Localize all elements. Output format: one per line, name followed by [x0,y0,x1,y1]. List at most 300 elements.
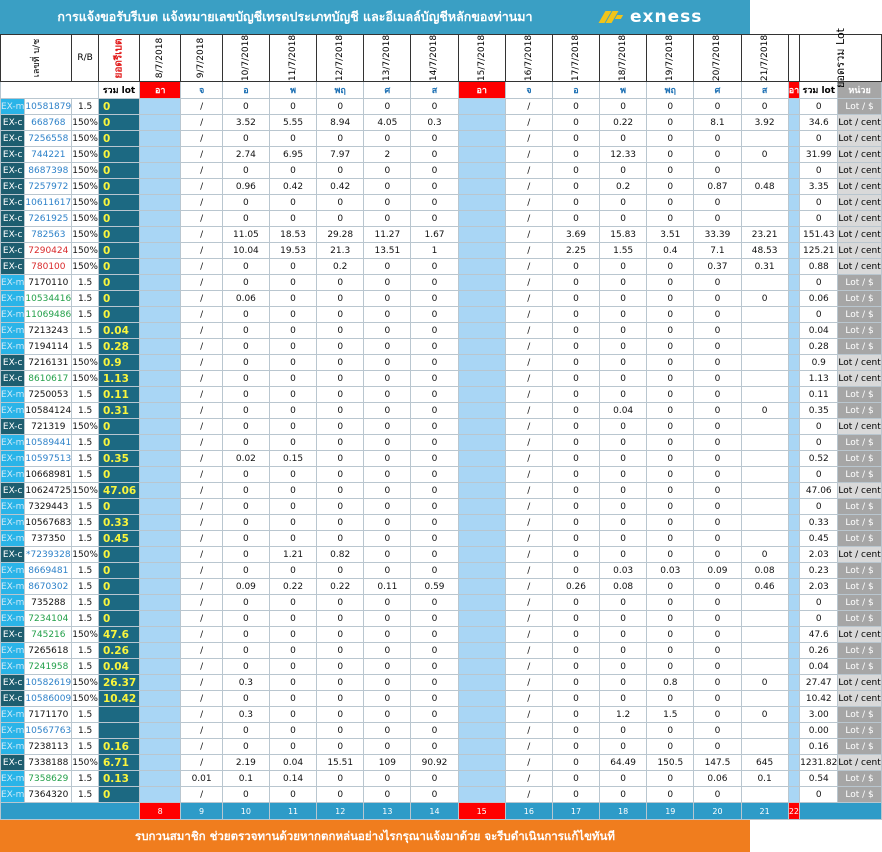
daily-lot [139,323,180,339]
daily-lot: 0 [364,659,411,675]
daily-lot: / [181,131,222,147]
daily-lot: 0 [741,675,788,691]
daily-lot [788,211,799,227]
daily-lot: / [181,547,222,563]
account-type: EX-c [1,131,25,147]
daily-lot: 0 [364,355,411,371]
rebate-lot: 1.13 [98,371,139,387]
daily-lot: 6.95 [269,147,316,163]
daily-lot [458,483,505,499]
daily-lot: 0.3 [411,115,458,131]
rb-value: 150% [72,147,99,163]
daily-lot: 11.27 [364,227,411,243]
daily-lot: 0 [317,323,364,339]
total-lot: 0.35 [800,403,838,419]
daily-lot: / [505,531,552,547]
table-row [1,595,882,611]
daily-lot: 0 [600,131,647,147]
daily-lot: 109 [364,755,411,771]
daily-lot [139,275,180,291]
daily-lot: 0 [600,163,647,179]
lot-unit: Lot / $ [838,323,881,339]
lot-unit: Lot / cent [838,691,881,707]
daily-lot: / [505,675,552,691]
account-number: 7234104 [25,611,72,627]
daily-lot: 0 [411,595,458,611]
daily-lot: 0 [552,531,599,547]
daily-lot: 0 [364,595,411,611]
daily-lot: 0 [647,419,694,435]
account-number: 11069486 [25,307,72,323]
header-rebate: ยอดรีเบต [98,35,139,82]
subheader-day: อ [552,82,599,99]
subheader-day: ส [741,82,788,99]
daily-lot: / [505,659,552,675]
daily-lot: 0 [552,771,599,787]
daily-lot: 0 [694,339,741,355]
daily-lot: 0 [364,99,411,115]
daily-lot [139,227,180,243]
daily-lot [788,611,799,627]
daily-lot [139,531,180,547]
daily-lot: 0 [317,659,364,675]
daily-lot [788,563,799,579]
account-type: EX-m [1,275,25,291]
account-type: EX-c [1,675,25,691]
rebate-lot: 0 [98,611,139,627]
lot-unit: Lot / $ [838,515,881,531]
daily-lot: 0 [694,483,741,499]
table-row [1,787,882,803]
daily-lot: 0 [364,611,411,627]
rebate-lot: 0 [98,579,139,595]
daily-lot [458,515,505,531]
daily-lot: 0 [552,307,599,323]
daily-lot [458,643,505,659]
account-number: 10567763 [25,723,72,739]
account-number: 782563 [25,227,72,243]
account-number: 10581879 [25,99,72,115]
daily-lot: 0 [647,499,694,515]
daily-lot: 0 [317,643,364,659]
rebate-lot: 0 [98,99,139,115]
account-type: EX-m [1,99,25,115]
table-row [1,147,882,163]
daily-lot [788,787,799,803]
daily-lot: 0.2 [317,259,364,275]
daily-lot: 0 [411,355,458,371]
daily-lot [458,403,505,419]
total-lot: 1.13 [800,371,838,387]
subheader-day: ศ [364,82,411,99]
header-date: 18/7/2018 [600,35,647,82]
daily-lot [788,371,799,387]
daily-lot [788,579,799,595]
daily-lot: 0 [364,163,411,179]
subheader-day: อา [458,82,505,99]
daily-lot: 0 [317,307,364,323]
lot-unit: Lot / cent [838,627,881,643]
daily-lot: / [505,691,552,707]
daily-lot: 90.92 [411,755,458,771]
daily-lot: 0.02 [222,451,269,467]
daily-lot: / [181,563,222,579]
daily-lot: 0 [411,787,458,803]
lot-unit: Lot / cent [838,259,881,275]
daily-lot: 0 [411,451,458,467]
daily-lot: 0.11 [364,579,411,595]
daily-lot: 1.21 [269,547,316,563]
daily-lot [139,675,180,691]
daily-lot: 0 [222,531,269,547]
daily-lot [139,259,180,275]
daily-lot: 8.1 [694,115,741,131]
daily-lot [788,179,799,195]
account-type: EX-m [1,499,25,515]
daily-lot [458,147,505,163]
rebate-lot: 0 [98,547,139,563]
daily-lot: 645 [741,755,788,771]
daily-lot: 0 [364,787,411,803]
daily-lot: 0 [411,691,458,707]
lot-unit: Lot / $ [838,579,881,595]
daily-lot: / [181,707,222,723]
daily-lot [741,323,788,339]
account-type: EX-c [1,627,25,643]
daily-lot: / [505,227,552,243]
rb-value: 150% [72,131,99,147]
daily-lot: 0 [647,643,694,659]
account-type: EX-m [1,387,25,403]
rebate-lot: 0.11 [98,387,139,403]
footer-day-number: 8 [139,803,180,820]
daily-lot: / [505,179,552,195]
daily-lot [741,787,788,803]
daily-lot [139,611,180,627]
account-number: 735288 [25,595,72,611]
daily-lot: 0 [647,179,694,195]
daily-lot [139,755,180,771]
daily-lot: 0 [647,275,694,291]
daily-lot: 0 [222,307,269,323]
daily-lot: 0.04 [269,755,316,771]
daily-lot: 0 [600,611,647,627]
rb-value: 150% [72,227,99,243]
daily-lot [741,723,788,739]
footer-blank [1,803,140,820]
daily-lot: 0.26 [552,579,599,595]
daily-lot: 0 [269,131,316,147]
daily-lot: 0.31 [741,259,788,275]
total-lot: 0.52 [800,451,838,467]
table-row [1,547,882,563]
daily-lot: 0 [317,99,364,115]
lot-unit: Lot / $ [838,435,881,451]
daily-lot: / [505,611,552,627]
daily-lot [788,387,799,403]
subheader-day: อา [139,82,180,99]
daily-lot: 0 [317,163,364,179]
daily-lot [458,307,505,323]
daily-lot: 0 [600,659,647,675]
account-number: 8610617 [25,371,72,387]
daily-lot [788,595,799,611]
daily-lot: 0 [364,483,411,499]
daily-lot: 0 [222,627,269,643]
daily-lot: 15.83 [600,227,647,243]
daily-lot [139,483,180,499]
daily-lot [788,115,799,131]
daily-lot: 0 [694,547,741,563]
exness-logo-mark-icon [596,6,626,28]
daily-lot: 0 [364,563,411,579]
table-row [1,99,882,115]
daily-lot: 0 [647,451,694,467]
header-date: 16/7/2018 [505,35,552,82]
daily-lot [741,531,788,547]
footer-note: รบกวนสมาชิก ช่วยตรวจทานด้วยหากตกหล่นอย่างไรกรุณาแจ้งมาด้วย จะรีบดำเนินการแก้ไขทันที [0,820,750,852]
total-lot: 0.9 [800,355,838,371]
daily-lot: 1.67 [411,227,458,243]
daily-lot: 0 [600,275,647,291]
daily-lot [458,755,505,771]
account-number: 7257972 [25,179,72,195]
footer-day-number: 14 [411,803,458,820]
daily-lot: 0 [694,419,741,435]
daily-lot: 0 [647,579,694,595]
daily-lot: 0 [741,403,788,419]
daily-lot [139,787,180,803]
daily-lot: 0 [317,515,364,531]
rb-value: 1.5 [72,611,99,627]
daily-lot [458,707,505,723]
rb-value: 150% [72,259,99,275]
daily-lot: / [505,723,552,739]
daily-lot: / [505,147,552,163]
header-date: 17/7/2018 [552,35,599,82]
daily-lot: / [505,451,552,467]
daily-lot: 0 [552,339,599,355]
daily-lot: 0 [411,547,458,563]
account-number: 10668981 [25,467,72,483]
daily-lot: / [505,323,552,339]
daily-lot: / [181,403,222,419]
total-lot: 0 [800,611,838,627]
account-type: EX-m [1,659,25,675]
lot-unit: Lot / cent [838,483,881,499]
daily-lot [458,451,505,467]
daily-lot: 0 [411,659,458,675]
daily-lot [788,547,799,563]
lot-unit: Lot / $ [838,595,881,611]
daily-lot: 0 [317,195,364,211]
daily-lot: 0 [694,403,741,419]
footer-day-number: 13 [364,803,411,820]
daily-lot [458,467,505,483]
daily-lot: 0 [600,771,647,787]
rebate-lot: 0 [98,259,139,275]
table-row [1,531,882,547]
daily-lot: 0 [222,611,269,627]
daily-lot: 0 [222,419,269,435]
daily-lot [139,739,180,755]
account-number: 7338188 [25,755,72,771]
daily-lot [139,595,180,611]
daily-lot: 0.46 [741,579,788,595]
rb-value: 150% [72,755,99,771]
lot-unit: Lot / $ [838,739,881,755]
daily-lot: 0 [317,131,364,147]
daily-lot [139,579,180,595]
daily-lot: 0 [364,771,411,787]
daily-lot [139,115,180,131]
daily-lot [458,675,505,691]
rb-value: 1.5 [72,499,99,515]
account-number: 10567683 [25,515,72,531]
daily-lot: 0 [222,211,269,227]
subheader-day: ศ [694,82,741,99]
daily-lot: 0 [269,387,316,403]
lot-unit: Lot / $ [838,643,881,659]
daily-lot: / [505,755,552,771]
page-header [0,0,750,34]
daily-lot: 0 [317,611,364,627]
table-row [1,291,882,307]
daily-lot: / [181,723,222,739]
rebate-lot: 0.16 [98,739,139,755]
daily-lot [741,451,788,467]
daily-lot: / [181,387,222,403]
daily-lot: / [505,355,552,371]
daily-lot: 0 [552,515,599,531]
daily-lot: 0 [741,99,788,115]
account-number: 10586009 [25,691,72,707]
daily-lot [788,515,799,531]
total-lot: 0.23 [800,563,838,579]
daily-lot [458,371,505,387]
lot-unit: Lot / cent [838,115,881,131]
daily-lot: 8.94 [317,115,364,131]
table-row [1,211,882,227]
daily-lot: 11.05 [222,227,269,243]
account-type: EX-m [1,531,25,547]
daily-lot: 0 [694,387,741,403]
daily-lot: 7.1 [694,243,741,259]
daily-lot: 0 [317,771,364,787]
daily-lot: 0 [741,707,788,723]
daily-lot: 0 [269,739,316,755]
account-number: 10597513 [25,451,72,467]
account-number: 10534416 [25,291,72,307]
daily-lot: 0 [694,691,741,707]
total-lot: 151.43 [800,227,838,243]
daily-lot: 3.51 [647,227,694,243]
daily-lot: 1.5 [647,707,694,723]
daily-lot [458,323,505,339]
daily-lot: 0 [600,291,647,307]
subheader-day: ส [411,82,458,99]
footer-day-number: 16 [505,803,552,820]
daily-lot: 0.04 [600,403,647,419]
daily-lot: 0 [222,595,269,611]
daily-lot: 29.28 [317,227,364,243]
account-number: 10624725 [25,483,72,499]
daily-lot: 0 [647,323,694,339]
daily-lot: 0 [269,371,316,387]
rb-value: 1.5 [72,387,99,403]
daily-lot [741,419,788,435]
table-row [1,243,882,259]
lot-unit: Lot / $ [838,723,881,739]
daily-lot: 0 [269,259,316,275]
total-lot: 0 [800,99,838,115]
table-row [1,707,882,723]
rb-value: 150% [72,627,99,643]
daily-lot: 0 [317,499,364,515]
daily-lot: 3.52 [222,115,269,131]
daily-lot: 0 [552,691,599,707]
daily-lot: 0 [694,435,741,451]
daily-lot: 0 [411,675,458,691]
daily-lot: 23.21 [741,227,788,243]
daily-lot: 0 [647,547,694,563]
daily-lot: 0 [222,787,269,803]
account-type: EX-m [1,515,25,531]
rebate-lot: 0 [98,195,139,211]
header-date: 8/7/2018 [139,35,180,82]
daily-lot: 0 [364,387,411,403]
subheader-day: พ [600,82,647,99]
account-number: 7265618 [25,643,72,659]
daily-lot: / [505,403,552,419]
account-number: 10611617 [25,195,72,211]
table-row [1,435,882,451]
daily-lot [458,387,505,403]
daily-lot: / [505,579,552,595]
daily-lot: 3.92 [741,115,788,131]
account-number: 7261925 [25,211,72,227]
daily-lot: 0.06 [694,771,741,787]
subheader-day: อ [222,82,269,99]
daily-lot: 0.15 [269,451,316,467]
daily-lot [139,419,180,435]
rebate-lot: 0.04 [98,323,139,339]
daily-lot [741,627,788,643]
daily-lot: 0 [269,339,316,355]
daily-lot: 0 [552,147,599,163]
daily-lot: 0 [694,499,741,515]
lot-unit: Lot / cent [838,419,881,435]
daily-lot [458,259,505,275]
daily-lot: 0.96 [222,179,269,195]
table-row [1,403,882,419]
rebate-lot: 0.26 [98,643,139,659]
daily-lot [139,195,180,211]
daily-lot: 0.22 [317,579,364,595]
account-number: 7241958 [25,659,72,675]
subheader-unit: หน่วย [838,82,881,99]
lot-unit: Lot / $ [838,707,881,723]
table-row [1,691,882,707]
daily-lot: / [181,259,222,275]
daily-lot: 0 [552,275,599,291]
daily-lot: 0 [647,99,694,115]
rb-value: 1.5 [72,771,99,787]
daily-lot: 0 [741,547,788,563]
rb-value: 1.5 [72,707,99,723]
subheader-day: จ [181,82,222,99]
account-type: EX-c [1,243,25,259]
